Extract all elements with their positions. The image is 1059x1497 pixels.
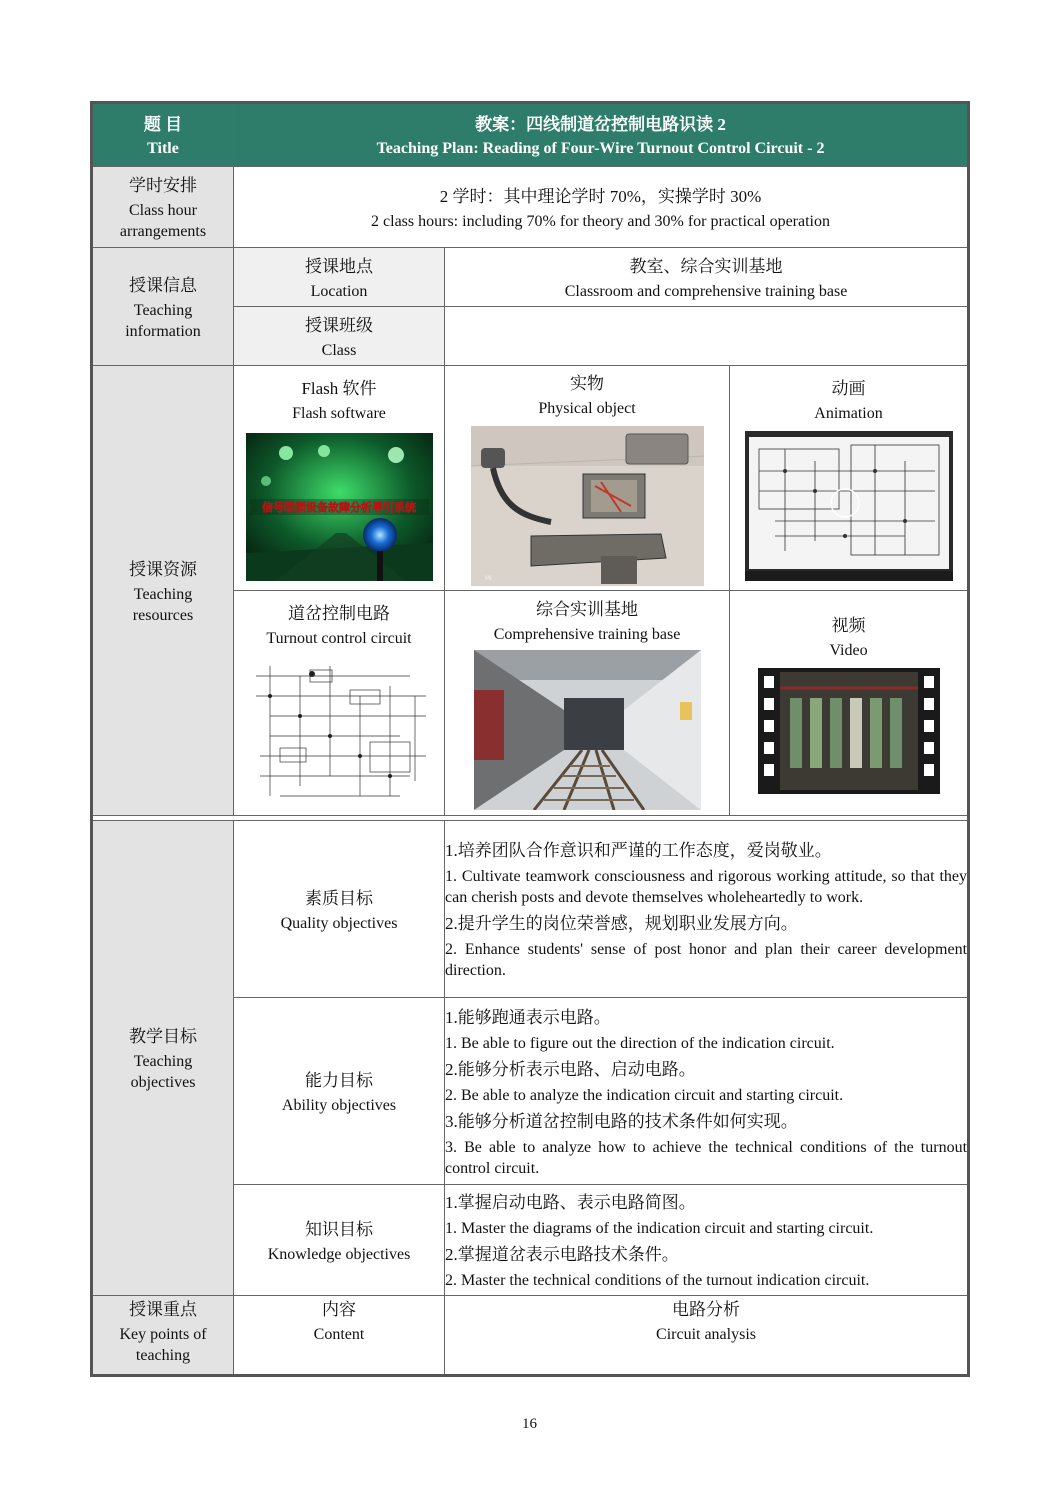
quality-line-2-en: 2. Enhance students' sense of post honor and plan their career development direction. bbox=[445, 941, 968, 979]
resource-animation-zh: 动画 bbox=[831, 379, 866, 398]
location-value-en: Classroom and comprehensive training base bbox=[564, 282, 848, 300]
resource-physical-zh: 实物 bbox=[570, 374, 604, 393]
key-points-label-zh: 授课重点 bbox=[129, 1300, 197, 1319]
class-hours-label-en: Class hour arrangements bbox=[119, 202, 207, 240]
flash-software-image bbox=[246, 433, 433, 581]
objectives-label-cell bbox=[92, 821, 234, 1296]
resource-turnout-circuit-cell bbox=[234, 591, 445, 816]
knowledge-line-2-zh: 2.掌握道岔表示电路技术条件。 bbox=[445, 1245, 679, 1264]
class-hours-row bbox=[92, 167, 969, 248]
resources-row-1 bbox=[92, 366, 969, 591]
content-value-zh: 电路分析 bbox=[672, 1300, 741, 1319]
title-value-cell bbox=[234, 103, 969, 167]
location-label-cell bbox=[234, 248, 445, 307]
quality-label-en: Quality objectives bbox=[280, 914, 398, 932]
location-value-zh: 教室、综合实训基地 bbox=[629, 256, 783, 276]
quality-line-1-en: 1. Cultivate teamwork consciousness and rigorous working attitude, so that they can cherish posts and devote themselves wholeheartedly to work. bbox=[445, 868, 968, 906]
objectives-label-en: Teaching objectives bbox=[130, 1053, 196, 1091]
lesson-plan-table bbox=[90, 101, 970, 1377]
quality-label-zh: 素质目标 bbox=[305, 888, 373, 908]
animation-image bbox=[745, 431, 953, 581]
class-hours-label-zh: 学时安排 bbox=[129, 176, 197, 195]
class-label-en: Class bbox=[321, 341, 357, 359]
title-label-en: Title bbox=[147, 139, 179, 157]
title-row bbox=[92, 103, 969, 167]
resource-turnout-zh: 道岔控制电路 bbox=[288, 604, 390, 623]
resource-video-zh: 视频 bbox=[831, 616, 866, 635]
resources-label-zh: 授课资源 bbox=[129, 559, 197, 579]
ability-line-1-en: 1. Be able to figure out the direction of the indication circuit. bbox=[445, 1034, 835, 1052]
video-filmstrip-icon bbox=[758, 668, 940, 794]
teaching-info-label-en: Teaching information bbox=[125, 301, 201, 340]
title-label-cell bbox=[92, 103, 234, 167]
resource-flash-en: Flash software bbox=[292, 405, 386, 422]
resource-physical-cell bbox=[445, 366, 730, 591]
knowledge-label-en: Knowledge objectives bbox=[267, 1245, 411, 1263]
resource-physical-en: Physical object bbox=[538, 400, 636, 417]
class-label-zh: 授课班级 bbox=[305, 315, 373, 335]
quality-line-1-zh: 1.培养团队合作意识和严谨的工作态度，爱岗敬业。 bbox=[445, 841, 832, 860]
class-hours-value-zh: 2 学时：其中理论学时 70%，实操学时 30% bbox=[439, 186, 762, 206]
quality-line-2-zh: 2.提升学生的岗位荣誉感，规划职业发展方向。 bbox=[445, 914, 798, 933]
page-title-en: Teaching Plan: Reading of Four-Wire Turnout Control Circuit - 2 bbox=[376, 139, 825, 157]
title-label-zh: 题 目 bbox=[143, 114, 183, 134]
quality-content-cell bbox=[445, 821, 969, 998]
content-label-en: Content bbox=[313, 1326, 365, 1343]
resource-flash-cell bbox=[234, 366, 445, 591]
quality-label-cell bbox=[234, 821, 445, 998]
ability-line-3-en: 3. Be able to analyze how to achieve the technical conditions of the turnout control circuit. bbox=[445, 1138, 968, 1177]
ability-label-cell bbox=[234, 998, 445, 1185]
teaching-info-label-cell bbox=[92, 248, 234, 366]
key-points-label-en: Key points of teaching bbox=[119, 1326, 207, 1364]
location-label-en: Location bbox=[310, 282, 368, 300]
resources-label-en: Teaching resources bbox=[132, 585, 194, 624]
svg-text:Mi: Mi bbox=[484, 575, 492, 582]
resources-label-cell bbox=[92, 366, 234, 816]
knowledge-label-cell bbox=[234, 1185, 445, 1296]
teaching-info-label-zh: 授课信息 bbox=[129, 275, 197, 295]
key-points-label-cell bbox=[92, 1296, 234, 1376]
class-hours-label-cell bbox=[92, 167, 234, 248]
resource-training-base-zh: 综合实训基地 bbox=[536, 600, 638, 619]
ability-line-3-zh: 3.能够分析道岔控制电路的技术条件如何实现。 bbox=[445, 1111, 798, 1131]
knowledge-line-1-zh: 1.掌握启动电路、表示电路简图。 bbox=[445, 1193, 696, 1212]
class-hours-value-en: 2 class hours: including 70% for theory and 30% for practical operation bbox=[371, 212, 830, 230]
knowledge-line-2-en: 2. Master the technical conditions of the turnout indication circuit. bbox=[445, 1272, 870, 1289]
page-title-zh: 教案：四线制道岔控制电路识读 2 bbox=[475, 114, 726, 134]
turnout-circuit-image bbox=[250, 656, 428, 806]
resource-flash-zh: Flash 软件 bbox=[301, 379, 377, 398]
content-label-cell bbox=[234, 1296, 445, 1376]
lesson-plan bbox=[90, 101, 969, 1377]
location-label-zh: 授课地点 bbox=[305, 256, 373, 276]
class-label-cell bbox=[234, 307, 445, 366]
location-row bbox=[92, 248, 969, 307]
content-label-zh: 内容 bbox=[322, 1300, 356, 1319]
ability-label-zh: 能力目标 bbox=[305, 1070, 373, 1090]
training-base-image bbox=[474, 650, 701, 810]
ability-content-cell bbox=[445, 998, 969, 1185]
class-value-cell bbox=[445, 307, 969, 366]
ability-line-2-en: 2. Be able to analyze the indication circuit and starting circuit. bbox=[445, 1086, 844, 1104]
content-value-en: Circuit analysis bbox=[656, 1326, 756, 1343]
resource-turnout-en: Turnout control circuit bbox=[266, 630, 412, 647]
ability-line-1-zh: 1.能够跑通表示电路。 bbox=[445, 1007, 611, 1027]
quality-row bbox=[92, 821, 969, 998]
physical-object-image bbox=[471, 426, 704, 586]
knowledge-content-cell bbox=[445, 1185, 969, 1296]
knowledge-label-zh: 知识目标 bbox=[305, 1219, 373, 1239]
knowledge-line-1-en: 1. Master the diagrams of the indication circuit and starting circuit. bbox=[445, 1220, 874, 1237]
class-hours-value-cell bbox=[234, 167, 969, 248]
resource-training-base-en: Comprehensive training base bbox=[493, 626, 681, 643]
flash-overlay-text: 信号联锁设备故障分析导引系统 bbox=[261, 501, 416, 514]
resource-animation-cell bbox=[730, 366, 969, 591]
ability-label-en: Ability objectives bbox=[281, 1096, 397, 1114]
resource-animation-en: Animation bbox=[814, 405, 883, 422]
objectives-label-zh: 教学目标 bbox=[129, 1027, 197, 1046]
content-value-cell bbox=[445, 1296, 969, 1376]
location-value-cell bbox=[445, 248, 969, 307]
key-points-row bbox=[92, 1296, 969, 1376]
page-number: 16 bbox=[522, 1416, 537, 1432]
resource-training-base-cell bbox=[445, 591, 730, 816]
resource-video-en: Video bbox=[829, 642, 868, 659]
resource-video-cell bbox=[730, 591, 969, 816]
ability-line-2-zh: 2.能够分析表示电路、启动电路。 bbox=[445, 1059, 696, 1079]
